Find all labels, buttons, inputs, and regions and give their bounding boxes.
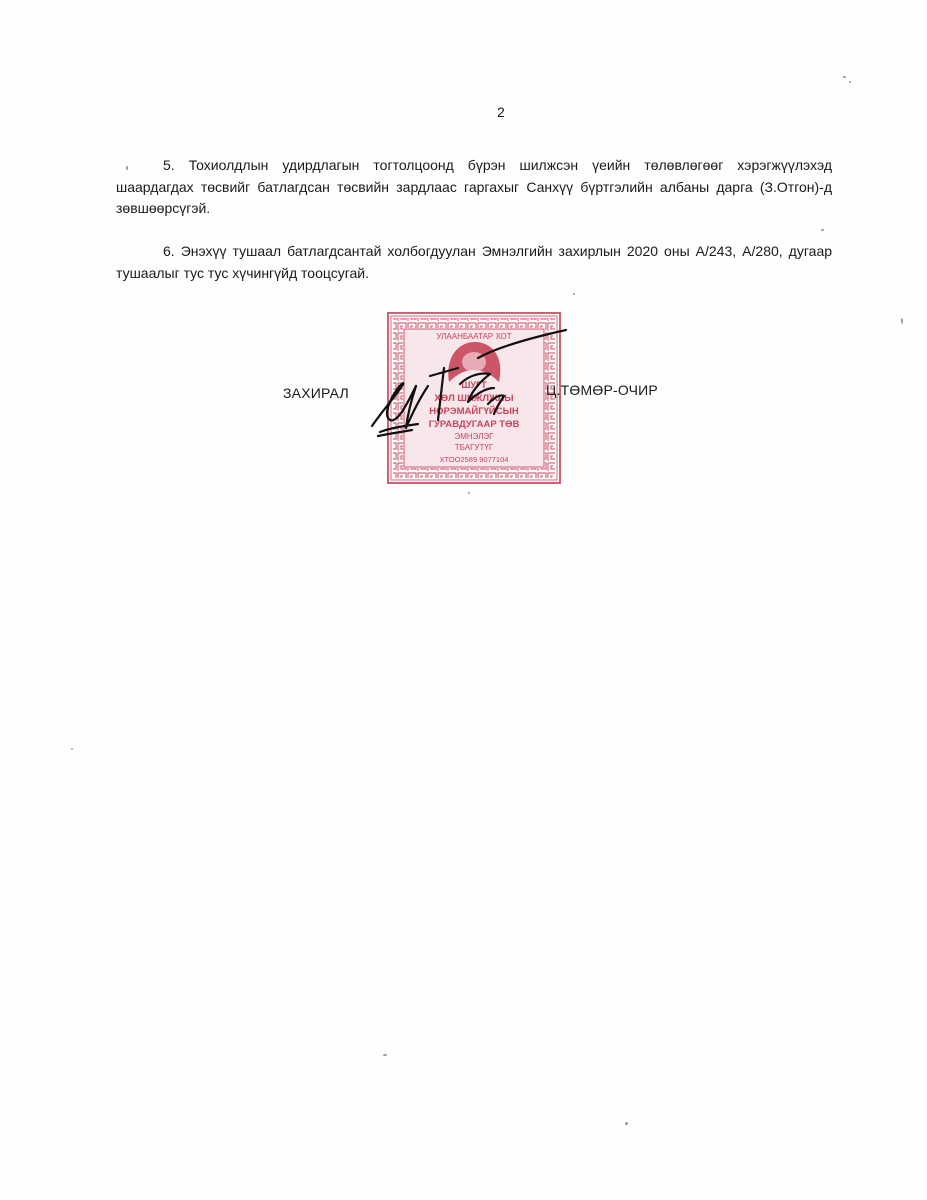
scan-speck (126, 166, 128, 170)
scan-speck (849, 81, 851, 83)
stamp-line-2: ХӨЛ ШИЖЛЖЛЫ (434, 393, 514, 404)
scan-speck (468, 492, 470, 494)
scan-speck (71, 748, 73, 750)
stamp-line-4: ГУРАВДУГААР ТӨВ (428, 419, 520, 430)
signatory-name: Ц.ТӨМӨР-ОЧИР (546, 382, 658, 398)
page-number: 2 (497, 104, 505, 120)
stamp-line-5: ЭМНЭЛЭГ (454, 432, 494, 441)
paragraph-6-text: Энэхүү тушаал батлагдсантай холбогдуулан Эмнэлгийн захирлын 2020 оны А/243, А/280, дугаар тушаалыг тус тус хүчингүйд тооцсугай. (116, 243, 833, 281)
scan-speck (901, 318, 903, 324)
scan-speck (843, 76, 846, 78)
paragraph-5-text: Тохиолдлын удирдлагын тогтолцоонд бүрэн шилжсэн үеийн төлөвлөгөөг хэрэгжүүлэхэд шаардагдах төсвийг батлагдсан төсвийн зардлаас гаргахыг Санхүү бүртгэлийн албаны дарга (З.Отгон)-д зөвшөөрсүгэй. (116, 157, 833, 216)
stamp-line-3: НОРЭМАЙГҮЙСЫН (429, 406, 519, 417)
scan-speck (821, 229, 824, 231)
scan-speck (383, 1054, 387, 1056)
stamp-line-6: ТБАГУТҮГ (454, 443, 494, 452)
stamp-line-1: ШУГТ (461, 380, 487, 390)
signatory-title: ЗАХИРАЛ (283, 385, 349, 401)
stamp-top-text: УЛААНБААТАР ХОТ (436, 332, 512, 341)
paragraph-5-number: 5. (163, 157, 175, 173)
scan-speck (573, 293, 575, 295)
scan-speck (625, 1122, 628, 1125)
stamp-registry: ХТОО2589 9077104 (439, 455, 509, 464)
paragraph-6-number: 6. (163, 243, 175, 259)
handwritten-signature (360, 328, 575, 443)
